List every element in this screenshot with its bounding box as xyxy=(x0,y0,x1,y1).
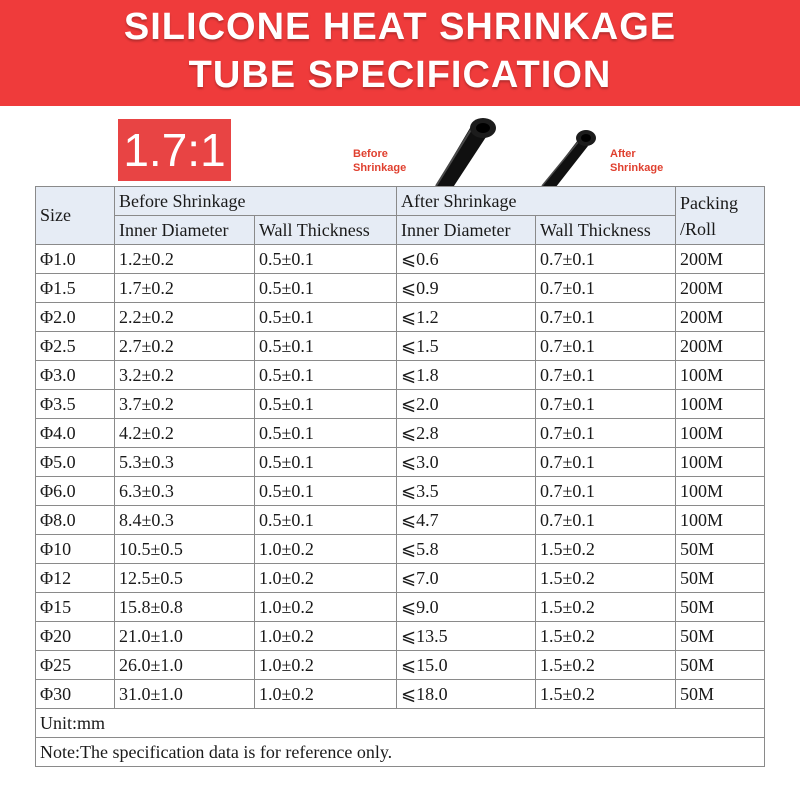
reference-note: Note:The specification data is for reference only. xyxy=(36,738,765,767)
table-row xyxy=(36,303,765,332)
table-row xyxy=(36,593,765,622)
spec-table-body xyxy=(36,187,765,767)
packing-cell: 100M xyxy=(676,448,765,477)
size-cell: Φ2.0 xyxy=(36,303,115,332)
table-row xyxy=(36,419,765,448)
after-wall-thickness-header: Wall Thickness xyxy=(536,216,676,245)
header-row-sub xyxy=(36,216,765,245)
after-inner-diameter-cell: ⩽3.0 xyxy=(397,448,536,477)
before-inner-diameter-cell: 10.5±0.5 xyxy=(115,535,255,564)
after-wall-thickness-cell: 0.7±0.1 xyxy=(536,303,676,332)
before-wall-thickness-cell: 0.5±0.1 xyxy=(255,332,397,361)
before-wall-thickness-cell: 0.5±0.1 xyxy=(255,361,397,390)
before-inner-diameter-cell: 5.3±0.3 xyxy=(115,448,255,477)
table-row xyxy=(36,332,765,361)
size-cell: Φ12 xyxy=(36,564,115,593)
before-wall-thickness-cell: 0.5±0.1 xyxy=(255,274,397,303)
after-inner-diameter-cell: ⩽5.8 xyxy=(397,535,536,564)
packing-cell: 200M xyxy=(676,332,765,361)
reference-note-row xyxy=(36,738,765,767)
table-row xyxy=(36,448,765,477)
after-wall-thickness-cell: 0.7±0.1 xyxy=(536,506,676,535)
after-wall-thickness-cell: 1.5±0.2 xyxy=(536,564,676,593)
table-row xyxy=(36,477,765,506)
after-wall-thickness-cell: 0.7±0.1 xyxy=(536,448,676,477)
size-cell: Φ8.0 xyxy=(36,506,115,535)
size-cell: Φ6.0 xyxy=(36,477,115,506)
before-wall-thickness-cell: 1.0±0.2 xyxy=(255,622,397,651)
before-wall-thickness-cell: 0.5±0.1 xyxy=(255,245,397,274)
packing-cell: 50M xyxy=(676,593,765,622)
size-cell: Φ20 xyxy=(36,622,115,651)
table-row xyxy=(36,651,765,680)
after-wall-thickness-cell: 0.7±0.1 xyxy=(536,390,676,419)
header-row-group xyxy=(36,187,765,216)
packing-cell: 100M xyxy=(676,361,765,390)
after-inner-diameter-cell: ⩽2.8 xyxy=(397,419,536,448)
after-inner-diameter-cell: ⩽13.5 xyxy=(397,622,536,651)
after-wall-thickness-cell: 0.7±0.1 xyxy=(536,332,676,361)
packing-cell: 100M xyxy=(676,419,765,448)
before-inner-diameter-cell: 6.3±0.3 xyxy=(115,477,255,506)
before-inner-diameter-cell: 1.2±0.2 xyxy=(115,245,255,274)
before-wall-thickness-cell: 0.5±0.1 xyxy=(255,390,397,419)
after-wall-thickness-cell: 1.5±0.2 xyxy=(536,651,676,680)
packing-cell: 100M xyxy=(676,390,765,419)
after-wall-thickness-cell: 0.7±0.1 xyxy=(536,361,676,390)
before-inner-diameter-cell: 21.0±1.0 xyxy=(115,622,255,651)
table-row xyxy=(36,680,765,709)
table-row xyxy=(36,361,765,390)
before-label-line-1: Before xyxy=(353,148,388,160)
packing-header-line-2: /Roll xyxy=(680,218,717,239)
size-cell: Φ3.0 xyxy=(36,361,115,390)
after-inner-diameter-cell: ⩽1.8 xyxy=(397,361,536,390)
after-inner-diameter-cell: ⩽2.0 xyxy=(397,390,536,419)
before-inner-diameter-cell: 4.2±0.2 xyxy=(115,419,255,448)
after-wall-thickness-cell: 0.7±0.1 xyxy=(536,419,676,448)
unit-note: Unit:mm xyxy=(36,709,765,738)
banner-title-line-2: TUBE SPECIFICATION xyxy=(188,54,612,96)
packing-cell: 200M xyxy=(676,245,765,274)
before-inner-diameter-cell: 26.0±1.0 xyxy=(115,651,255,680)
unit-note-row xyxy=(36,709,765,738)
table-row xyxy=(36,390,765,419)
before-wall-thickness-cell: 1.0±0.2 xyxy=(255,651,397,680)
packing-cell: 200M xyxy=(676,274,765,303)
size-cell: Φ10 xyxy=(36,535,115,564)
before-inner-diameter-cell: 2.2±0.2 xyxy=(115,303,255,332)
before-inner-diameter-header: Inner Diameter xyxy=(115,216,255,245)
size-cell: Φ1.0 xyxy=(36,245,115,274)
after-inner-diameter-cell: ⩽7.0 xyxy=(397,564,536,593)
before-inner-diameter-cell: 3.2±0.2 xyxy=(115,361,255,390)
before-wall-thickness-cell: 0.5±0.1 xyxy=(255,506,397,535)
before-wall-thickness-header: Wall Thickness xyxy=(255,216,397,245)
after-wall-thickness-cell: 1.5±0.2 xyxy=(536,535,676,564)
packing-cell: 100M xyxy=(676,477,765,506)
after-inner-diameter-cell: ⩽9.0 xyxy=(397,593,536,622)
size-cell: Φ15 xyxy=(36,593,115,622)
after-label-line-1: After xyxy=(610,148,636,160)
after-wall-thickness-cell: 1.5±0.2 xyxy=(536,680,676,709)
after-wall-thickness-cell: 1.5±0.2 xyxy=(536,593,676,622)
after-inner-diameter-cell: ⩽4.7 xyxy=(397,506,536,535)
before-wall-thickness-cell: 1.0±0.2 xyxy=(255,564,397,593)
packing-cell: 100M xyxy=(676,506,765,535)
before-inner-diameter-cell: 1.7±0.2 xyxy=(115,274,255,303)
before-wall-thickness-cell: 1.0±0.2 xyxy=(255,593,397,622)
before-inner-diameter-cell: 12.5±0.5 xyxy=(115,564,255,593)
table-row xyxy=(36,506,765,535)
table-row xyxy=(36,245,765,274)
packing-cell: 50M xyxy=(676,622,765,651)
before-inner-diameter-cell: 8.4±0.3 xyxy=(115,506,255,535)
after-inner-diameter-cell: ⩽1.2 xyxy=(397,303,536,332)
after-inner-diameter-header: Inner Diameter xyxy=(397,216,536,245)
packing-header-line-1: Packing xyxy=(680,192,738,213)
after-wall-thickness-cell: 1.5±0.2 xyxy=(536,622,676,651)
size-cell: Φ30 xyxy=(36,680,115,709)
before-shrinkage-header: Before Shrinkage xyxy=(115,187,397,216)
tube-illustration xyxy=(0,0,800,190)
table-row xyxy=(36,535,765,564)
after-inner-diameter-cell: ⩽3.5 xyxy=(397,477,536,506)
before-label-line-2: Shrinkage xyxy=(353,162,407,174)
before-wall-thickness-cell: 0.5±0.1 xyxy=(255,303,397,332)
after-shrinkage-header: After Shrinkage xyxy=(397,187,676,216)
after-inner-diameter-cell: ⩽15.0 xyxy=(397,651,536,680)
packing-cell: 200M xyxy=(676,303,765,332)
before-inner-diameter-cell: 15.8±0.8 xyxy=(115,593,255,622)
before-inner-diameter-cell: 31.0±1.0 xyxy=(115,680,255,709)
after-wall-thickness-cell: 0.7±0.1 xyxy=(536,245,676,274)
size-column-header: Size xyxy=(36,187,115,245)
before-wall-thickness-cell: 1.0±0.2 xyxy=(255,535,397,564)
packing-cell: 50M xyxy=(676,680,765,709)
size-cell: Φ4.0 xyxy=(36,419,115,448)
size-cell: Φ25 xyxy=(36,651,115,680)
spec-table xyxy=(35,186,765,767)
packing-cell: 50M xyxy=(676,651,765,680)
before-wall-thickness-cell: 0.5±0.1 xyxy=(255,419,397,448)
banner-title-line-1: SILICONE HEAT SHRINKAGE xyxy=(123,6,677,48)
before-tube-image xyxy=(432,118,496,190)
size-cell: Φ3.5 xyxy=(36,390,115,419)
packing-column-header xyxy=(676,187,765,245)
after-wall-thickness-cell: 0.7±0.1 xyxy=(536,477,676,506)
size-cell: Φ2.5 xyxy=(36,332,115,361)
after-tube-image xyxy=(538,130,596,190)
size-cell: Φ5.0 xyxy=(36,448,115,477)
after-inner-diameter-cell: ⩽0.6 xyxy=(397,245,536,274)
before-inner-diameter-cell: 3.7±0.2 xyxy=(115,390,255,419)
before-wall-thickness-cell: 0.5±0.1 xyxy=(255,477,397,506)
after-inner-diameter-cell: ⩽0.9 xyxy=(397,274,536,303)
packing-cell: 50M xyxy=(676,564,765,593)
before-inner-diameter-cell: 2.7±0.2 xyxy=(115,332,255,361)
size-cell: Φ1.5 xyxy=(36,274,115,303)
after-inner-diameter-cell: ⩽18.0 xyxy=(397,680,536,709)
table-row xyxy=(36,274,765,303)
table-row xyxy=(36,622,765,651)
table-row xyxy=(36,564,765,593)
shrink-ratio-badge: 1.7:1 xyxy=(118,119,231,181)
after-inner-diameter-cell: ⩽1.5 xyxy=(397,332,536,361)
packing-cell: 50M xyxy=(676,535,765,564)
after-wall-thickness-cell: 0.7±0.1 xyxy=(536,274,676,303)
before-wall-thickness-cell: 0.5±0.1 xyxy=(255,448,397,477)
before-wall-thickness-cell: 1.0±0.2 xyxy=(255,680,397,709)
after-label-line-2: Shrinkage xyxy=(610,162,664,174)
